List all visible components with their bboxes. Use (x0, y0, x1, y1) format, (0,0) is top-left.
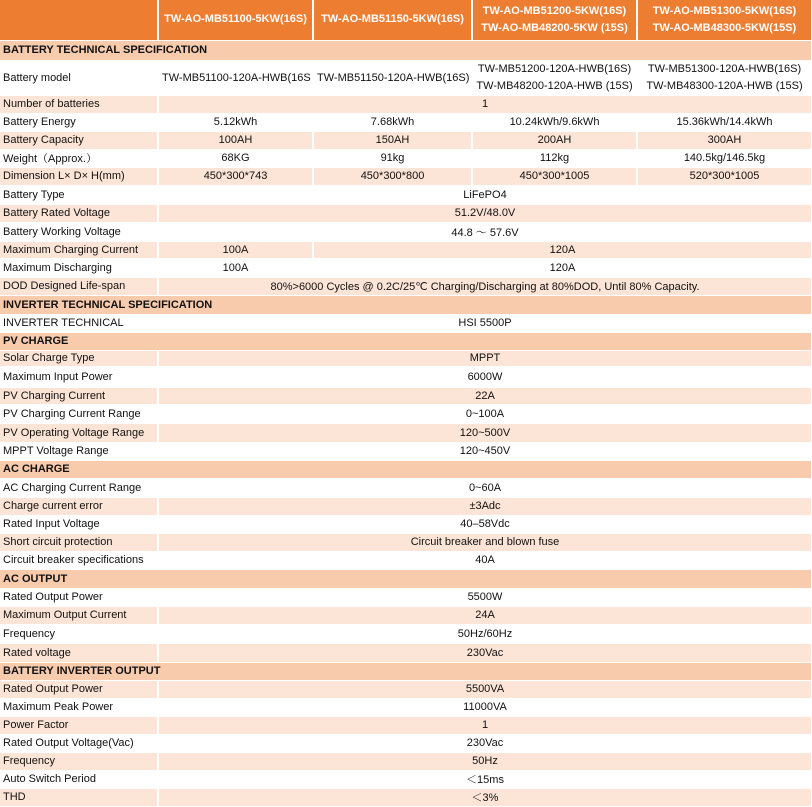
spec-value (158, 204, 812, 222)
spec-row-battery-model (0, 60, 812, 95)
spec-value-line: 300AH (707, 134, 742, 146)
section-header-battery-technical-specification (0, 40, 812, 60)
spec-value (158, 404, 812, 423)
spec-label: Frequency (0, 752, 158, 770)
spec-row-inverter-technical (0, 314, 812, 332)
spec-value (472, 149, 637, 167)
spec-value-line: ＜15ms (466, 774, 504, 786)
spec-value-line: 5500W (467, 591, 503, 603)
spec-value (158, 366, 812, 387)
spec-value-line: TW-MB51200-120A-HWB(16S) (477, 62, 632, 75)
spec-value (158, 314, 812, 332)
spec-label: Solar Charge Type (0, 350, 158, 366)
spec-value (637, 167, 812, 185)
spec-label: PV Charging Current Range (0, 404, 158, 423)
spec-value-line: 11000VA (463, 701, 507, 713)
model-header-1 (158, 0, 313, 40)
model-name: TW-AO-MB48200-5KW (15S) (481, 21, 628, 34)
spec-row-mppt-voltage-range (0, 442, 812, 460)
spec-value-line: 24A (475, 609, 495, 621)
spec-label: Charge current error (0, 497, 158, 515)
spec-value (158, 533, 812, 551)
spec-value-line: 120A (549, 243, 576, 256)
spec-value-line: 22A (475, 389, 495, 402)
spec-value-line: 520*300*1005 (689, 170, 760, 182)
spec-value-line: TW-MB51100-120A-HWB(16S (162, 71, 311, 84)
spec-label: THD (0, 788, 158, 806)
spec-label: AC Charging Current Range (0, 478, 158, 497)
spec-row-battery-working-voltage (0, 222, 812, 241)
spec-value-line: 5500VA (465, 683, 505, 695)
spec-row-weight-approx (0, 149, 812, 167)
spec-label: Maximum Output Current (0, 606, 158, 624)
spec-row-maximum-charging-current (0, 241, 812, 258)
spec-value-line: 140.5kg/146.5kg (683, 152, 766, 164)
section-header-ac-output (0, 569, 812, 588)
spec-row-pv-operating-voltage-range (0, 423, 812, 442)
spec-label: Maximum Peak Power (0, 698, 158, 716)
spec-row-battery-type (0, 185, 812, 204)
spec-row-maximum-input-power (0, 366, 812, 387)
spec-value (158, 167, 313, 185)
spec-value (158, 149, 313, 167)
spec-value (158, 770, 812, 788)
spec-row-rated-voltage (0, 643, 812, 662)
spec-value-line: 120A (549, 261, 576, 274)
spec-value (158, 752, 812, 770)
section-title: INVERTER TECHNICAL SPECIFICATION (0, 295, 812, 314)
spec-value (158, 113, 313, 131)
spec-value (637, 60, 812, 95)
spec-value-line: 450*300*743 (203, 170, 268, 182)
spec-value (158, 387, 812, 404)
spec-value (158, 277, 812, 295)
spec-value (313, 258, 812, 277)
spec-value (158, 442, 812, 460)
spec-label: PV Charging Current (0, 387, 158, 404)
spec-label: Dimension L× D× H(mm) (0, 167, 158, 185)
spec-value (158, 788, 812, 806)
spec-row-maximum-output-current (0, 606, 812, 624)
spec-row-auto-switch-period (0, 770, 812, 788)
section-title: AC CHARGE (0, 460, 812, 478)
spec-value-line: HSI 5500P (458, 317, 512, 329)
spec-label: MPPT Voltage Range (0, 442, 158, 460)
spec-value-line: 5.12kWh (213, 116, 258, 128)
spec-value-line: 50Hz (472, 755, 498, 767)
spec-label: Rated Output Power (0, 680, 158, 698)
spec-label: Battery Working Voltage (0, 222, 158, 241)
spec-value (158, 734, 812, 752)
model-name: TW-AO-MB51150-5KW(16S) (321, 13, 464, 26)
spec-label: Rated voltage (0, 643, 158, 662)
spec-value (158, 606, 812, 624)
spec-row-battery-energy (0, 113, 812, 131)
spec-row-charge-current-error (0, 497, 812, 515)
spec-label: Rated Output Power (0, 588, 158, 606)
spec-value (313, 149, 472, 167)
spec-value-line: 0~60A (468, 481, 502, 494)
spec-value-line: 100A (222, 261, 249, 274)
spec-value-line: 1 (481, 719, 489, 731)
section-title: BATTERY INVERTER OUTPUT (0, 662, 812, 680)
spec-value-line: 100A (222, 243, 249, 256)
spec-value-line: 6000W (467, 370, 503, 383)
spec-value (313, 60, 472, 95)
spec-value-line: 230Vac (466, 646, 504, 659)
spec-row-rated-output-power (0, 680, 812, 698)
spec-row-pv-charging-current-range (0, 404, 812, 423)
spec-row-battery-capacity (0, 131, 812, 149)
spec-value-line: 450*300*800 (360, 170, 425, 182)
model-name: TW-AO-MB51200-5KW(16S) (482, 4, 627, 17)
spec-row-ac-charging-current-range (0, 478, 812, 497)
spec-row-number-of-batteries (0, 95, 812, 113)
spec-value-line: 150AH (375, 134, 410, 146)
spec-value-line: 112kg (539, 152, 570, 164)
spec-label: Power Factor (0, 716, 158, 734)
spec-value (313, 131, 472, 149)
spec-label: Battery model (0, 60, 158, 95)
spec-value-line: TW-MB48200-120A-HWB (15S) (476, 79, 633, 92)
spec-label: Auto Switch Period (0, 770, 158, 788)
spec-value (158, 95, 812, 113)
spec-value-line: 91kg (380, 152, 405, 164)
spec-row-maximum-discharging (0, 258, 812, 277)
spec-label: Maximum Discharging (0, 258, 158, 277)
spec-value (158, 185, 812, 204)
spec-value (158, 241, 313, 258)
spec-value (637, 131, 812, 149)
model-header-4 (637, 0, 812, 40)
spec-row-rated-output-power (0, 588, 812, 606)
header-label-cell (0, 0, 158, 40)
model-name: TW-AO-MB51100-5KW(16S) (164, 13, 307, 26)
model-name: TW-AO-MB48300-5KW(15S) (652, 21, 797, 34)
spec-value (158, 258, 313, 277)
spec-value (158, 588, 812, 606)
spec-label: DOD Designed Life-span (0, 277, 158, 295)
spec-value-line: 68KG (221, 152, 250, 164)
spec-value-line: 1 (481, 98, 489, 110)
spec-row-maximum-peak-power (0, 698, 812, 716)
spec-label: Number of batteries (0, 95, 158, 113)
spec-value (313, 113, 472, 131)
spec-value (158, 222, 812, 241)
spec-value-line: 0~100A (465, 407, 505, 420)
spec-row-solar-charge-type (0, 350, 812, 366)
spec-label: Weight（Approx.） (0, 149, 158, 167)
spec-label: Battery Capacity (0, 131, 158, 149)
spec-value (158, 698, 812, 716)
spec-row-short-circuit-protection (0, 533, 812, 551)
spec-value-line: 40–58Vdc (460, 518, 510, 530)
spec-label: Rated Input Voltage (0, 515, 158, 533)
spec-value (158, 624, 812, 643)
spec-value-line: 15.36kWh/14.4kWh (676, 116, 773, 128)
spec-value (637, 113, 812, 131)
spec-value (637, 149, 812, 167)
spec-body (0, 40, 812, 806)
spec-label: Battery Rated Voltage (0, 204, 158, 222)
spec-value-line: TW-MB51150-120A-HWB(16S) (317, 71, 470, 84)
spec-label: Battery Energy (0, 113, 158, 131)
spec-value-line: 230Vac (466, 737, 504, 749)
spec-value (472, 113, 637, 131)
spec-value (158, 131, 313, 149)
spec-value-line: MPPT (469, 352, 501, 364)
spec-value-line: 51.2V/48.0V (454, 207, 516, 219)
spec-row-rated-input-voltage (0, 515, 812, 533)
section-title: PV CHARGE (0, 332, 812, 350)
spec-value (158, 350, 812, 366)
spec-row-battery-rated-voltage (0, 204, 812, 222)
spec-row-pv-charging-current (0, 387, 812, 404)
model-header-row (0, 0, 812, 40)
spec-row-thd (0, 788, 812, 806)
spec-value (158, 515, 812, 533)
spec-value (158, 423, 812, 442)
spec-value (313, 167, 472, 185)
spec-value-line: ＜3% (471, 792, 499, 804)
spec-label: Rated Output Voltage(Vac) (0, 734, 158, 752)
spec-label: Frequency (0, 624, 158, 643)
spec-label: PV Operating Voltage Range (0, 423, 158, 442)
spec-value-line: 44.8 ～ 57.6V (451, 226, 519, 239)
spec-row-circuit-breaker-specifications (0, 551, 812, 569)
section-title: AC OUTPUT (0, 569, 812, 588)
spec-value (472, 167, 637, 185)
spec-value (158, 680, 812, 698)
spec-value-line: 7.68kWh (370, 116, 415, 128)
section-header-inverter-technical-specification (0, 295, 812, 314)
spec-value-line: 100AH (218, 134, 253, 146)
spec-row-dimension-l-d-h-mm (0, 167, 812, 185)
spec-value (158, 497, 812, 515)
spec-value (158, 716, 812, 734)
spec-row-frequency (0, 624, 812, 643)
spec-value-line: TW-MB51300-120A-HWB(16S) (647, 62, 802, 75)
spec-label: Battery Type (0, 185, 158, 204)
spec-value-line: 50Hz/60Hz (457, 627, 513, 640)
spec-value (158, 60, 313, 95)
spec-label: INVERTER TECHNICAL (0, 314, 158, 332)
spec-value-line: 200AH (537, 134, 572, 146)
spec-row-dod-designed-life-span (0, 277, 812, 295)
spec-value (158, 478, 812, 497)
section-header-pv-charge (0, 332, 812, 350)
spec-value (313, 241, 812, 258)
spec-label: Maximum Charging Current (0, 241, 158, 258)
spec-value-line: 40A (475, 554, 495, 566)
spec-label: Maximum Input Power (0, 366, 158, 387)
spec-value-line: TW-MB48300-120A-HWB (15S) (646, 79, 803, 92)
spec-value-line: 120~450V (459, 445, 511, 457)
spec-value-line: 120~500V (459, 426, 511, 439)
spec-value-line: 450*300*1005 (519, 170, 590, 182)
spec-value (472, 131, 637, 149)
section-header-battery-inverter-output (0, 662, 812, 680)
spec-value (158, 643, 812, 662)
spec-value-line: Circuit breaker and blown fuse (410, 536, 560, 548)
spec-value-line: 80%>6000 Cycles @ 0.2C/25℃ Charging/Discharging at 80%DOD, Until 80% Capacity. (270, 280, 700, 293)
spec-row-power-factor (0, 716, 812, 734)
model-name: TW-AO-MB51300-5KW(16S) (652, 4, 797, 17)
spec-row-frequency (0, 752, 812, 770)
spec-label: Short circuit protection (0, 533, 158, 551)
spec-value-line: LiFePO4 (463, 188, 507, 201)
spec-label: Circuit breaker specifications (0, 551, 158, 569)
spec-value-line: 10.24kWh/9.6kWh (509, 116, 600, 128)
model-header-3 (472, 0, 637, 40)
model-header-2 (313, 0, 472, 40)
spec-value (158, 551, 812, 569)
section-header-ac-charge (0, 460, 812, 478)
spec-value (472, 60, 637, 95)
spec-value-line: ±3Adc (469, 500, 501, 512)
section-title: BATTERY TECHNICAL SPECIFICATION (0, 40, 812, 60)
spec-row-rated-output-voltage-vac (0, 734, 812, 752)
